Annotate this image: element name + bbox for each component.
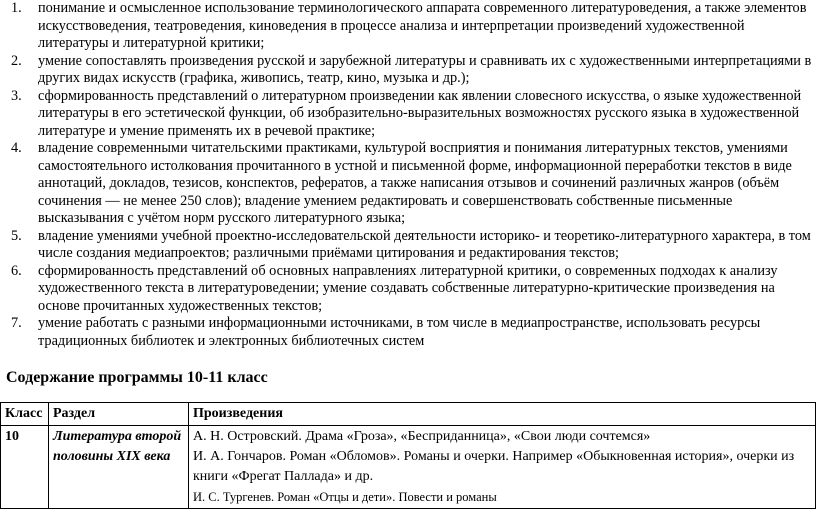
item-number: 7. [11, 315, 22, 331]
grade-cell: 10 [1, 426, 49, 509]
requirement-item [0, 263, 812, 316]
item-number: 6. [11, 262, 22, 279]
header-grade: Класс [1, 403, 49, 426]
item-text: сформированность представлений об основных направлениях литературной критики, о современных подходах к анализу художественного текста в литературоведении; умение создавать собственные литературно-критические произведения на основе прочитанных художественных текстов; [38, 262, 778, 314]
works-cell [189, 426, 816, 509]
requirement-item [0, 228, 812, 263]
requirement-item [0, 88, 812, 141]
table-row [1, 426, 816, 509]
requirement-item [0, 0, 812, 53]
work-entry: А. Н. Островский. Драма «Гроза», «Бесприданница», «Свои люди сочтемся» [193, 429, 651, 444]
item-text: сформированность представлений о литературном произведении как явлении словесного искусства, о языке художественной литературы в его эстетической функции, об изобразительно-выразительных возможностях русского языка в художественной литературе и умение применять их в речевой практике; [38, 87, 802, 139]
work-entry: И. С. Тургенев. Роман «Отцы и дети». Повести и романы [193, 490, 497, 504]
item-text: владение умениями учебной проектно-исследовательской деятельности историко- и теоретико-литературного характера, в том числе создания медиапроектов; различными приёмами цитирования и редактирования текстов; [38, 227, 811, 261]
item-text: понимание и осмысленное использование терминологического аппарата современного литературоведения, а также элементов искусствоведения, театроведения, киноведения в процессе анализа и интерпретации произведений художественной литературы и литературной критики; [38, 0, 807, 51]
header-section: Раздел [49, 403, 189, 426]
item-number: 2. [11, 52, 22, 69]
section-cell: Литература второй половины XIX века [49, 426, 189, 509]
item-number: 1. [11, 0, 22, 16]
work-entry: И. А. Гончаров. Роман «Обломов». Романы и очерки. Например «Обыкновенная история», очерки из книги «Фрегат Паллада» и др. [193, 449, 795, 484]
section-heading: Содержание программы 10-11 класс [6, 369, 268, 386]
requirement-item [0, 315, 812, 350]
item-number: 4. [11, 140, 22, 156]
item-number: 5. [11, 227, 22, 244]
requirement-item [0, 53, 812, 88]
item-text: умение сопоставлять произведения русской и зарубежной литературы и сравнивать их с художественными интерпретациями в других видах искусств (графика, живопись, театр, кино, музыка и др.); [38, 52, 812, 86]
table-header-row [1, 403, 816, 426]
item-text: владение современными читательскими практиками, культурой восприятия и понимания литературных текстов, умениями самостоятельного истолкования прочитанного в устной и письменной форме, информационной переработки текстов в виде аннотаций, докладов, тезисов, конспектов, рефератов, а также написания отзывов и сочинений различных жанров (объём сочинения — не менее 250 слов); владение умением редактировать и совершенствовать собственные письменные высказывания с учётом норм русского литературного языка; [38, 140, 792, 226]
header-works: Произведения [189, 403, 816, 426]
item-text: умение работать с разными информационными источниками, в том числе в медиапространстве, использовать ресурсы традиционных библиотек и электронных библиотечных систем [38, 315, 761, 349]
item-number: 3. [11, 87, 22, 104]
requirement-item [0, 140, 812, 228]
